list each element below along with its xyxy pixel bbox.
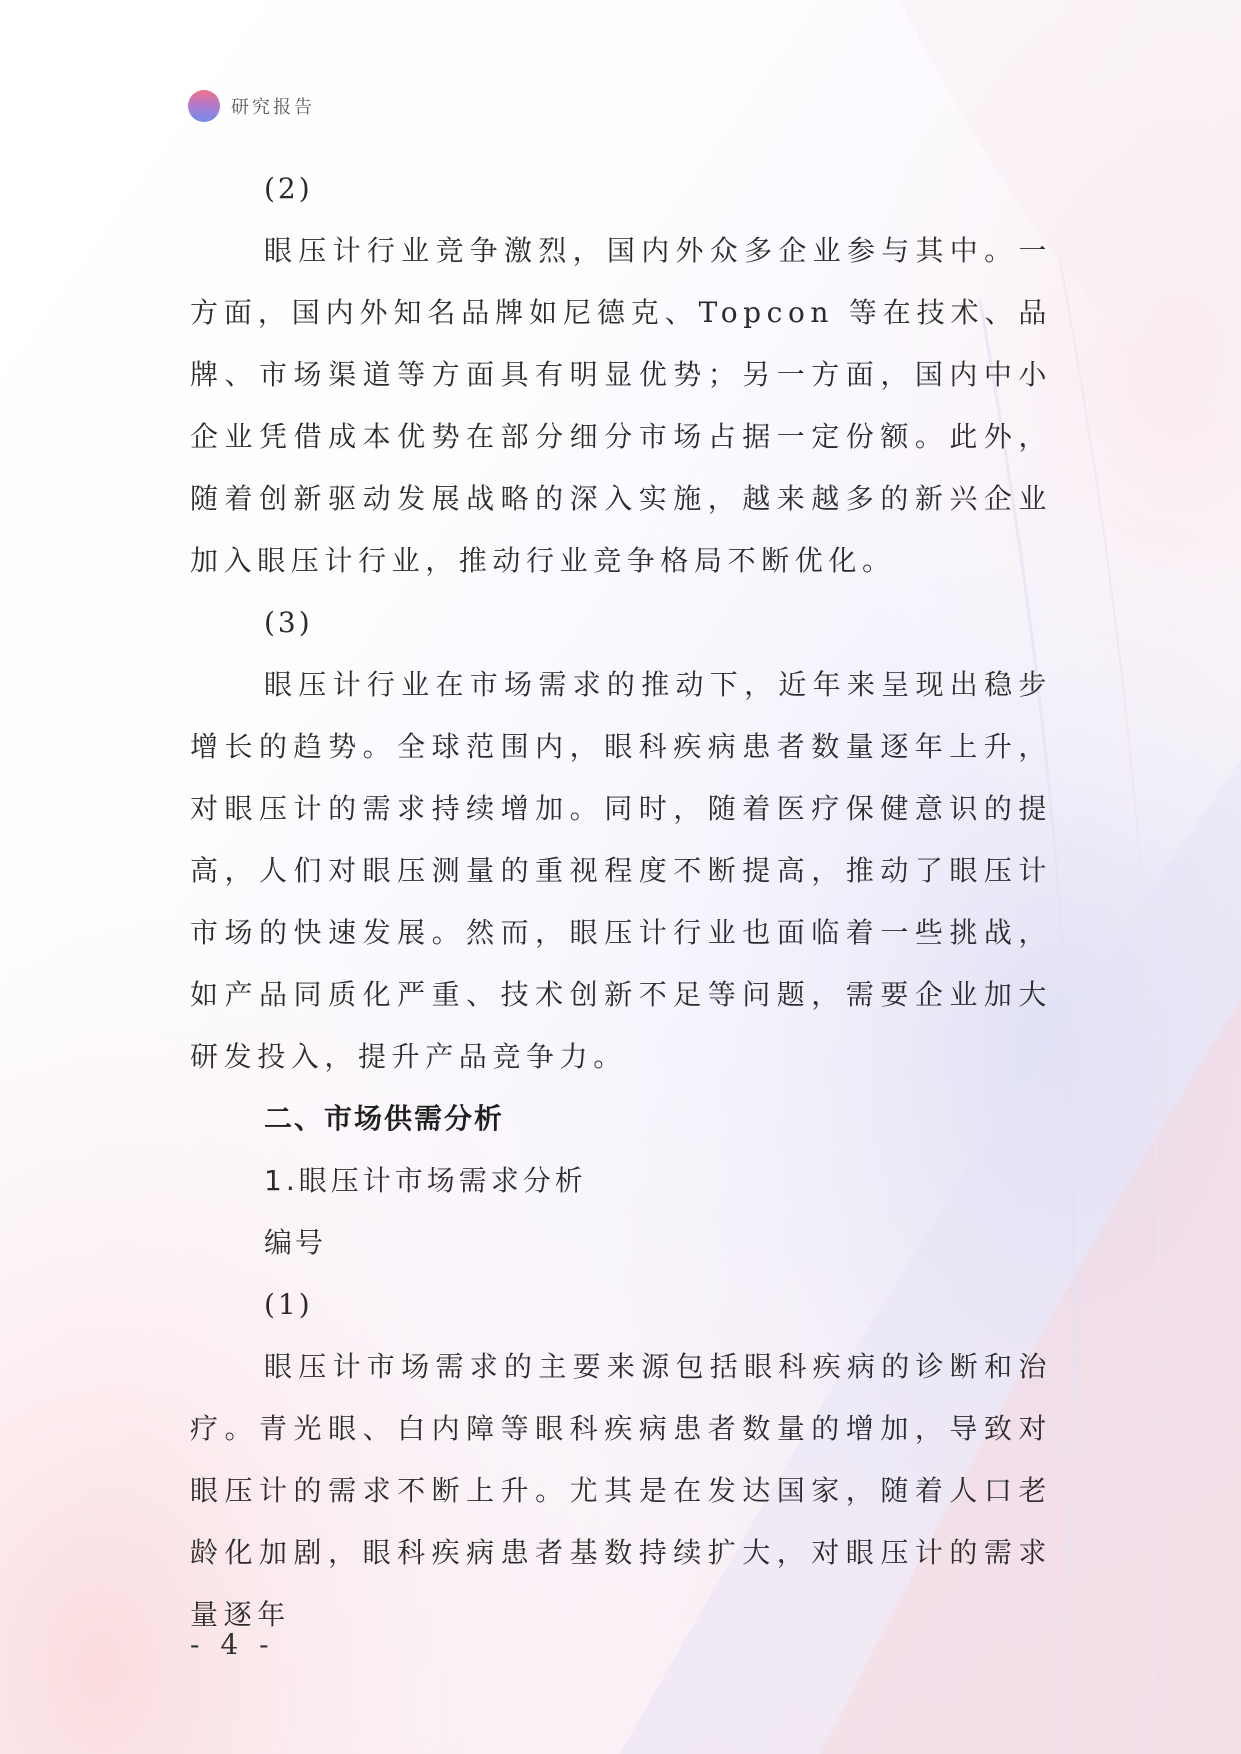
paragraph-demand: 眼压计市场需求的主要来源包括眼科疾病的诊断和治疗。青光眼、白内障等眼科疾病患者数量的增加，导致对眼压计的需求不断上升。尤其是在发达国家，随着人口老龄化加剧，眼科疾病患者基数持续扩大，对眼压计的需求量逐年: [190, 1350, 1052, 1631]
section-heading: 二、市场供需分析: [264, 1102, 505, 1135]
subsection-heading: 1.眼压计市场需求分析: [264, 1164, 587, 1197]
paragraph-competition: 眼压计行业竞争激烈，国内外众多企业参与其中。一方面，国内外知名品牌如尼德克、Topcon 等在技术、品牌、市场渠道等方面具有明显优势；另一方面，国内中小企业凭借成本优势在部分细分市场占据一定份额。此外，随着创新驱动发展战略的深入实施，越来越多的新兴企业加入眼压计行业，推动行业竞争格局不断优化。: [190, 234, 1052, 577]
item-label-2: (2): [264, 172, 313, 205]
paragraph-trend: 眼压计行业在市场需求的推动下，近年来呈现出稳步增长的趋势。全球范围内，眼科疾病患者数量逐年上升，对眼压计的需求持续增加。同时，随着医疗保健意识的提高，人们对眼压测量的重视程度不断提高，推动了眼压计市场的快速发展。然而，眼压计行业也面临着一些挑战，如产品同质化严重、技术创新不足等问题，需要企业加大研发投入，提升产品竞争力。: [190, 668, 1052, 1073]
report-header: [188, 89, 315, 123]
header-title: 研究报告: [231, 97, 315, 118]
item-label-3: (3): [264, 606, 313, 639]
page-number: - 4 -: [190, 1628, 275, 1661]
number-label: 编号: [264, 1226, 327, 1259]
document-body: [190, 158, 1052, 1646]
logo-circle-icon: [188, 90, 220, 122]
item-label-1: (1): [264, 1288, 313, 1321]
